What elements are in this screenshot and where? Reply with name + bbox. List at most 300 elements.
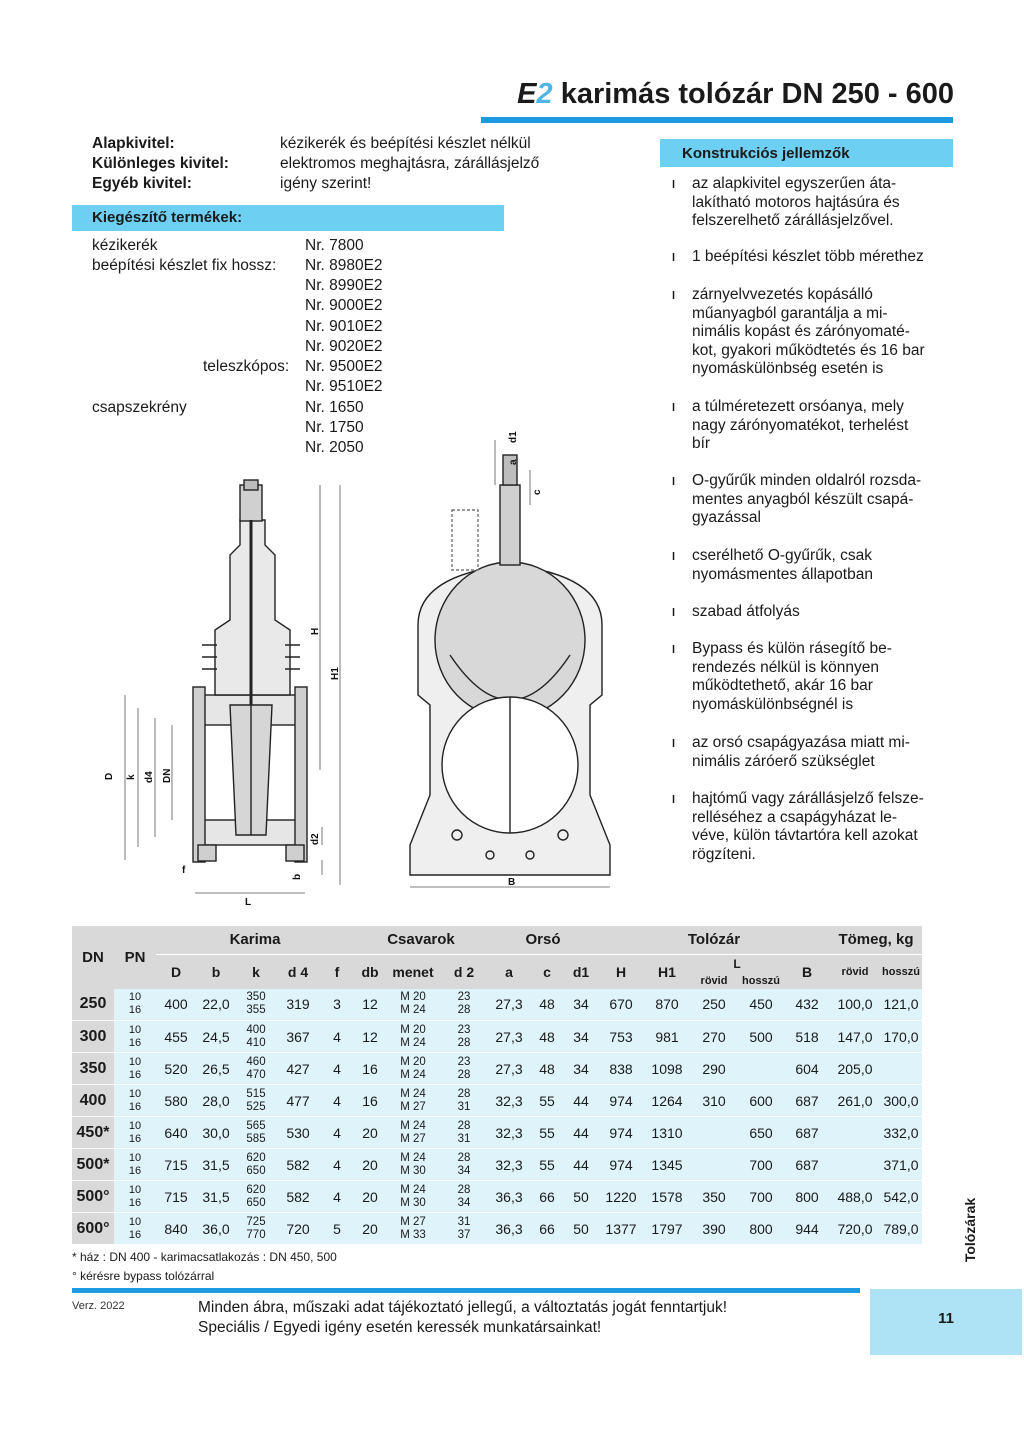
dim-label-L: L — [245, 897, 252, 908]
col-header-L-short: rövid — [690, 973, 738, 989]
cell-dn: 350 — [72, 1053, 114, 1085]
table-row — [72, 1053, 922, 1085]
cell-pn — [114, 1053, 156, 1085]
cell-c: 66 — [530, 1181, 564, 1213]
cell-D: 715 — [156, 1181, 196, 1213]
bullet-marker: l — [672, 551, 676, 563]
cell-Ll — [738, 1053, 784, 1085]
table-row — [72, 1117, 922, 1149]
col-header-H1: H1 — [644, 954, 690, 989]
cell-k — [236, 1085, 276, 1117]
cell-k — [236, 1117, 276, 1149]
cell-d2-pn10: 28 — [457, 1119, 471, 1132]
dimensions-table — [72, 926, 922, 1245]
group-header-csavarok: Csavarok — [354, 926, 488, 954]
cell-pn-pn16: 16 — [128, 1100, 142, 1113]
cell-f: 5 — [320, 1213, 354, 1245]
col-header-pn: PN — [114, 926, 156, 989]
cell-d2 — [440, 1149, 488, 1181]
cell-d4: 530 — [276, 1117, 320, 1149]
cell-H: 1220 — [598, 1181, 644, 1213]
cell-d1: 44 — [564, 1085, 598, 1117]
cell-ws: 100,0 — [830, 989, 880, 1021]
cell-H: 974 — [598, 1117, 644, 1149]
table-row — [72, 1085, 922, 1117]
cell-k-pn16: 650 — [246, 1196, 266, 1209]
cell-H1: 1578 — [644, 1181, 690, 1213]
col-header-D: D — [156, 954, 196, 989]
cell-Ls: 350 — [690, 1181, 738, 1213]
cell-k-pn16: 585 — [246, 1132, 266, 1145]
cell-f: 4 — [320, 1181, 354, 1213]
accessory-label: csapszekrény — [92, 399, 187, 416]
cell-d2-pn10: 28 — [457, 1183, 471, 1196]
col-header-c: c — [530, 954, 564, 989]
accessory-number: Nr. 9000E2 — [305, 297, 383, 314]
table-body — [72, 989, 922, 1245]
cell-B: 687 — [784, 1085, 830, 1117]
feature-text: O-gyűrűk minden oldalról rozsda- mentes anyagból készült csapá- gyazással — [692, 472, 922, 526]
cell-B: 432 — [784, 989, 830, 1021]
cell-menet — [386, 989, 440, 1021]
cell-d1: 34 — [564, 1021, 598, 1053]
spec-key: Különleges kivitel: — [92, 155, 229, 172]
spec-value: igény szerint! — [280, 175, 372, 192]
cell-d2 — [440, 989, 488, 1021]
cell-dn: 400 — [72, 1085, 114, 1117]
cell-d2-pn10: 31 — [457, 1215, 471, 1228]
cell-pn — [114, 1021, 156, 1053]
cell-d2-pn16: 34 — [457, 1196, 471, 1209]
cell-menet-pn16: M 24 — [400, 1068, 426, 1081]
cell-menet-pn10: M 20 — [400, 1055, 426, 1068]
cell-menet-pn10: M 24 — [400, 1151, 426, 1164]
cell-Ll: 700 — [738, 1181, 784, 1213]
cell-menet-pn10: M 20 — [400, 1023, 426, 1036]
group-header-orso: Orsó — [488, 926, 598, 954]
cell-menet-pn16: M 27 — [400, 1132, 426, 1145]
cell-menet — [386, 1053, 440, 1085]
cell-wl: 371,0 — [880, 1149, 922, 1181]
cell-c: 48 — [530, 989, 564, 1021]
cell-c: 48 — [530, 1053, 564, 1085]
cell-d2-pn10: 28 — [457, 1087, 471, 1100]
cell-H: 753 — [598, 1021, 644, 1053]
accessory-number: Nr. 1750 — [305, 419, 364, 436]
cell-menet — [386, 1021, 440, 1053]
cell-ws: 147,0 — [830, 1021, 880, 1053]
cell-H: 838 — [598, 1053, 644, 1085]
accessory-number: Nr. 9500E2 — [305, 358, 383, 375]
bullet-marker: l — [672, 290, 676, 302]
cell-Ls: 290 — [690, 1053, 738, 1085]
cell-menet-pn16: M 33 — [400, 1228, 426, 1241]
dim-label-b: b — [292, 873, 303, 880]
feature-text: cserélhető O-gyűrűk, csak nyomásmentes állapotban — [692, 547, 873, 583]
cell-menet-pn10: M 24 — [400, 1183, 426, 1196]
cell-Ll: 700 — [738, 1149, 784, 1181]
cell-menet-pn16: M 24 — [400, 1036, 426, 1049]
cell-H1: 981 — [644, 1021, 690, 1053]
cell-a: 32,3 — [488, 1149, 530, 1181]
cell-db: 20 — [354, 1181, 386, 1213]
page-number: 11 — [938, 1310, 954, 1327]
table-note-bypass: ° kérésre bypass tolózárral — [72, 1269, 215, 1283]
spec-key: Alapkivitel: — [92, 135, 175, 152]
cell-pn-pn10: 10 — [128, 1023, 142, 1036]
cell-pn — [114, 1085, 156, 1117]
cell-d4: 720 — [276, 1213, 320, 1245]
cell-db: 12 — [354, 1021, 386, 1053]
dim-label-k: k — [126, 774, 137, 780]
table-row — [72, 989, 922, 1021]
accessory-number: Nr. 8990E2 — [305, 277, 383, 294]
cell-d2 — [440, 1213, 488, 1245]
spec-key: Egyéb kivitel: — [92, 175, 192, 192]
cell-B: 800 — [784, 1181, 830, 1213]
cell-wl — [880, 1053, 922, 1085]
col-header-d1: d1 — [564, 954, 598, 989]
cell-db: 16 — [354, 1085, 386, 1117]
cell-H1: 1345 — [644, 1149, 690, 1181]
cell-d2-pn10: 23 — [457, 1023, 471, 1036]
feature-text: az orsó csapágyazása miatt mi- nimális záróerő szükséglet — [692, 734, 910, 770]
col-header-d4: d 4 — [276, 954, 320, 989]
accessory-number: Nr. 2050 — [305, 439, 364, 456]
accessory-number: Nr. 7800 — [305, 237, 364, 254]
cell-b: 28,0 — [196, 1085, 236, 1117]
cell-menet — [386, 1149, 440, 1181]
dim-label-H1: H1 — [330, 667, 341, 680]
cell-c: 55 — [530, 1117, 564, 1149]
col-header-db: db — [354, 954, 386, 989]
cell-pn-pn16: 16 — [128, 1004, 142, 1017]
cell-k — [236, 1149, 276, 1181]
cell-B: 944 — [784, 1213, 830, 1245]
bullet-marker: l — [672, 644, 676, 656]
cell-b: 26,5 — [196, 1053, 236, 1085]
cell-d2 — [440, 1117, 488, 1149]
cell-c: 55 — [530, 1085, 564, 1117]
dim-label-D: D — [104, 772, 115, 780]
cell-pn-pn10: 10 — [128, 1215, 142, 1228]
cell-H1: 1310 — [644, 1117, 690, 1149]
col-header-b: b — [196, 954, 236, 989]
dim-label-d1: d1 — [508, 431, 519, 443]
cell-pn — [114, 989, 156, 1021]
accessory-label: beépítési készlet fix hossz: — [92, 257, 277, 274]
cell-pn-pn10: 10 — [128, 1087, 142, 1100]
title-text: karimás tolózár DN 250 - 600 — [552, 78, 954, 110]
cell-k — [236, 989, 276, 1021]
cell-pn — [114, 1149, 156, 1181]
spec-value: elektromos meghajtásra, zárállásjelző — [280, 155, 540, 172]
cell-k-pn10: 725 — [246, 1215, 266, 1228]
cell-k — [236, 1021, 276, 1053]
section-name: Tolózárak — [962, 1197, 978, 1263]
cell-b: 31,5 — [196, 1149, 236, 1181]
cell-pn-pn10: 10 — [128, 1055, 142, 1068]
table-row — [72, 1149, 922, 1181]
bullet-marker: l — [672, 607, 676, 619]
cell-Ll: 800 — [738, 1213, 784, 1245]
cell-menet-pn10: M 27 — [400, 1215, 426, 1228]
cell-d2-pn16: 28 — [457, 1004, 471, 1017]
feature-text: zárnyelvvezetés kopásálló műanyagból garantálja a mi- nimális kopást és zárónyomaté- kot, gyakori működtetés és 16 bar nyomáskülönbség esetén is — [692, 286, 925, 377]
table-row — [72, 1181, 922, 1213]
title-prefix: E — [517, 78, 537, 110]
cell-d2 — [440, 1021, 488, 1053]
cell-d4: 319 — [276, 989, 320, 1021]
cell-d2-pn16: 28 — [457, 1068, 471, 1081]
cell-Ll: 500 — [738, 1021, 784, 1053]
cell-k-pn10: 620 — [246, 1151, 266, 1164]
cell-pn-pn10: 10 — [128, 991, 142, 1004]
side-section-drawing — [193, 480, 307, 862]
cell-wl: 300,0 — [880, 1085, 922, 1117]
dim-label-B: B — [508, 877, 516, 888]
cell-f: 4 — [320, 1117, 354, 1149]
col-header-H: H — [598, 954, 644, 989]
cell-D: 715 — [156, 1149, 196, 1181]
cell-f: 3 — [320, 989, 354, 1021]
cell-dn: 250 — [72, 989, 114, 1021]
cell-a: 27,3 — [488, 1053, 530, 1085]
cell-menet-pn10: M 24 — [400, 1087, 426, 1100]
feature-text: 1 beépítési készlet több mérethez — [692, 248, 924, 265]
cell-d2-pn16: 37 — [457, 1228, 471, 1241]
cell-dn: 300 — [72, 1021, 114, 1053]
cell-pn-pn16: 16 — [128, 1228, 142, 1241]
page-title — [470, 78, 954, 111]
bullet-marker: l — [672, 738, 676, 750]
col-header-a: a — [488, 954, 530, 989]
bullet-marker: l — [672, 252, 676, 264]
col-header-B: B — [784, 954, 830, 989]
table-row — [72, 1021, 922, 1053]
cell-db: 20 — [354, 1117, 386, 1149]
cell-c: 66 — [530, 1213, 564, 1245]
cell-pn — [114, 1117, 156, 1149]
cell-Ll: 650 — [738, 1117, 784, 1149]
col-header-L: L — [690, 954, 784, 973]
table-row — [72, 1213, 922, 1245]
cell-B: 687 — [784, 1117, 830, 1149]
cell-k-pn16: 410 — [246, 1036, 266, 1049]
cell-pn-pn16: 16 — [128, 1036, 142, 1049]
dim-label-c: c — [532, 489, 543, 495]
cell-D: 520 — [156, 1053, 196, 1085]
cell-menet-pn10: M 20 — [400, 991, 426, 1004]
cell-a: 27,3 — [488, 989, 530, 1021]
cell-b: 36,0 — [196, 1213, 236, 1245]
cell-b: 22,0 — [196, 989, 236, 1021]
cell-f: 4 — [320, 1053, 354, 1085]
cell-f: 4 — [320, 1085, 354, 1117]
cell-D: 455 — [156, 1021, 196, 1053]
accessory-number: Nr. 1650 — [305, 399, 364, 416]
cell-ws: 720,0 — [830, 1213, 880, 1245]
cell-a: 32,3 — [488, 1117, 530, 1149]
cell-d2 — [440, 1181, 488, 1213]
cell-k-pn10: 515 — [246, 1087, 266, 1100]
cell-Ll: 600 — [738, 1085, 784, 1117]
col-header-d2: d 2 — [440, 954, 488, 989]
cell-menet — [386, 1085, 440, 1117]
dim-label-H: H — [310, 627, 321, 635]
cell-c: 55 — [530, 1149, 564, 1181]
cell-k — [236, 1181, 276, 1213]
cell-wl: 121,0 — [880, 989, 922, 1021]
cell-menet-pn16: M 30 — [400, 1164, 426, 1177]
cell-k-pn10: 400 — [246, 1023, 266, 1036]
col-header-f: f — [320, 954, 354, 989]
cell-menet — [386, 1117, 440, 1149]
cell-H1: 1797 — [644, 1213, 690, 1245]
cell-d1: 44 — [564, 1149, 598, 1181]
cell-k — [236, 1053, 276, 1085]
accessory-number: Nr. 9010E2 — [305, 318, 383, 335]
cell-pn-pn16: 16 — [128, 1132, 142, 1145]
cell-d2 — [440, 1085, 488, 1117]
dim-label-d2: d2 — [310, 833, 321, 845]
cell-pn-pn16: 16 — [128, 1196, 142, 1209]
cell-k-pn10: 460 — [246, 1055, 266, 1068]
cell-d1: 44 — [564, 1117, 598, 1149]
front-view-drawing — [410, 455, 610, 875]
cell-d2-pn10: 23 — [457, 1055, 471, 1068]
cell-menet — [386, 1181, 440, 1213]
cell-d1: 50 — [564, 1181, 598, 1213]
cell-menet — [386, 1213, 440, 1245]
cell-d4: 477 — [276, 1085, 320, 1117]
cell-k-pn10: 620 — [246, 1183, 266, 1196]
title-underline — [481, 117, 953, 123]
cell-k — [236, 1213, 276, 1245]
cell-menet-pn16: M 27 — [400, 1100, 426, 1113]
cell-d1: 34 — [564, 1053, 598, 1085]
cell-d4: 582 — [276, 1149, 320, 1181]
cell-H: 974 — [598, 1085, 644, 1117]
cell-c: 48 — [530, 1021, 564, 1053]
cell-wl: 332,0 — [880, 1117, 922, 1149]
cell-d1: 50 — [564, 1213, 598, 1245]
cell-b: 30,0 — [196, 1117, 236, 1149]
dim-label-d4: d4 — [144, 771, 155, 783]
cell-d2-pn16: 31 — [457, 1100, 471, 1113]
col-header-weight-short: rövid — [830, 954, 880, 989]
table-note-housing: * ház : DN 400 - karimacsatlakozás : DN 450, 500 — [72, 1250, 337, 1264]
cell-menet-pn16: M 30 — [400, 1196, 426, 1209]
cell-k-pn16: 650 — [246, 1164, 266, 1177]
cell-d1: 34 — [564, 989, 598, 1021]
cell-ws: 205,0 — [830, 1053, 880, 1085]
footer-disclaimer: Minden ábra, műszaki adat tájékoztató jellegű, a változtatás jogát fenntartjuk! — [198, 1299, 728, 1316]
cell-d2-pn10: 28 — [457, 1151, 471, 1164]
cell-H: 974 — [598, 1149, 644, 1181]
cell-Ls — [690, 1149, 738, 1181]
cell-H1: 1098 — [644, 1053, 690, 1085]
cell-H1: 870 — [644, 989, 690, 1021]
cell-db: 16 — [354, 1053, 386, 1085]
feature-text: a túlméretezett orsóanya, mely nagy zárónyomatékot, terhelést bír — [692, 398, 909, 452]
cell-Ls: 250 — [690, 989, 738, 1021]
cell-k-pn10: 350 — [246, 991, 266, 1004]
cell-D: 580 — [156, 1085, 196, 1117]
cell-d2-pn10: 23 — [457, 991, 471, 1004]
dim-label-f: f — [182, 865, 186, 876]
footer-rule — [72, 1288, 860, 1293]
cell-b: 24,5 — [196, 1021, 236, 1053]
cell-pn-pn16: 16 — [128, 1164, 142, 1177]
title-prefix-number: 2 — [536, 78, 553, 110]
cell-k-pn16: 525 — [246, 1100, 266, 1113]
cell-pn-pn16: 16 — [128, 1068, 142, 1081]
section-side-label — [958, 1182, 998, 1282]
cell-ws: 261,0 — [830, 1085, 880, 1117]
cell-Ls: 390 — [690, 1213, 738, 1245]
cell-d4: 367 — [276, 1021, 320, 1053]
cell-d2 — [440, 1053, 488, 1085]
cell-d4: 427 — [276, 1053, 320, 1085]
col-header-menet: menet — [386, 954, 440, 989]
cell-Ls: 270 — [690, 1021, 738, 1053]
cell-dn: 600° — [72, 1213, 114, 1245]
cell-B: 604 — [784, 1053, 830, 1085]
accessory-label: teleszkópos: — [203, 358, 290, 375]
dim-label-a: a — [508, 459, 519, 465]
cell-wl: 170,0 — [880, 1021, 922, 1053]
col-header-weight-long: hosszú — [880, 954, 922, 989]
group-header-tomeg: Tömeg, kg — [830, 926, 922, 954]
cell-dn: 450* — [72, 1117, 114, 1149]
feature-text: az alapkivitel egyszerűen áta- lakítható motoros hajtásúra és felszerelhető zárállásjelzővel. — [692, 175, 900, 229]
cell-menet-pn10: M 24 — [400, 1119, 426, 1132]
cell-k-pn16: 470 — [246, 1068, 266, 1081]
accessory-label: kézikerék — [92, 237, 158, 254]
bullet-marker: l — [672, 476, 676, 488]
cell-menet-pn16: M 24 — [400, 1004, 426, 1017]
cell-H: 1377 — [598, 1213, 644, 1245]
dim-label-DN: DN — [162, 768, 173, 783]
cell-b: 31,5 — [196, 1181, 236, 1213]
cell-a: 32,3 — [488, 1085, 530, 1117]
group-header-tolozar: Tolózár — [598, 926, 830, 954]
col-header-L-long: hosszú — [738, 973, 784, 989]
cell-dn: 500* — [72, 1149, 114, 1181]
bullet-marker: l — [672, 794, 676, 806]
cell-pn — [114, 1213, 156, 1245]
cell-db: 20 — [354, 1213, 386, 1245]
cell-d2-pn16: 34 — [457, 1164, 471, 1177]
valve-technical-drawings — [90, 425, 650, 910]
cell-db: 20 — [354, 1149, 386, 1181]
cell-Ll: 450 — [738, 989, 784, 1021]
cell-dn: 500° — [72, 1181, 114, 1213]
features-heading-bar — [660, 139, 953, 167]
cell-pn-pn10: 10 — [128, 1183, 142, 1196]
cell-d2-pn16: 31 — [457, 1132, 471, 1145]
cell-H: 670 — [598, 989, 644, 1021]
cell-D: 400 — [156, 989, 196, 1021]
cell-a: 27,3 — [488, 1021, 530, 1053]
spec-value: kézikerék és beépítési készlet nélkül — [280, 135, 531, 152]
accessory-number: Nr. 9510E2 — [305, 378, 383, 395]
cell-B: 518 — [784, 1021, 830, 1053]
cell-k-pn16: 355 — [246, 1004, 266, 1017]
cell-a: 36,3 — [488, 1181, 530, 1213]
cell-B: 687 — [784, 1149, 830, 1181]
